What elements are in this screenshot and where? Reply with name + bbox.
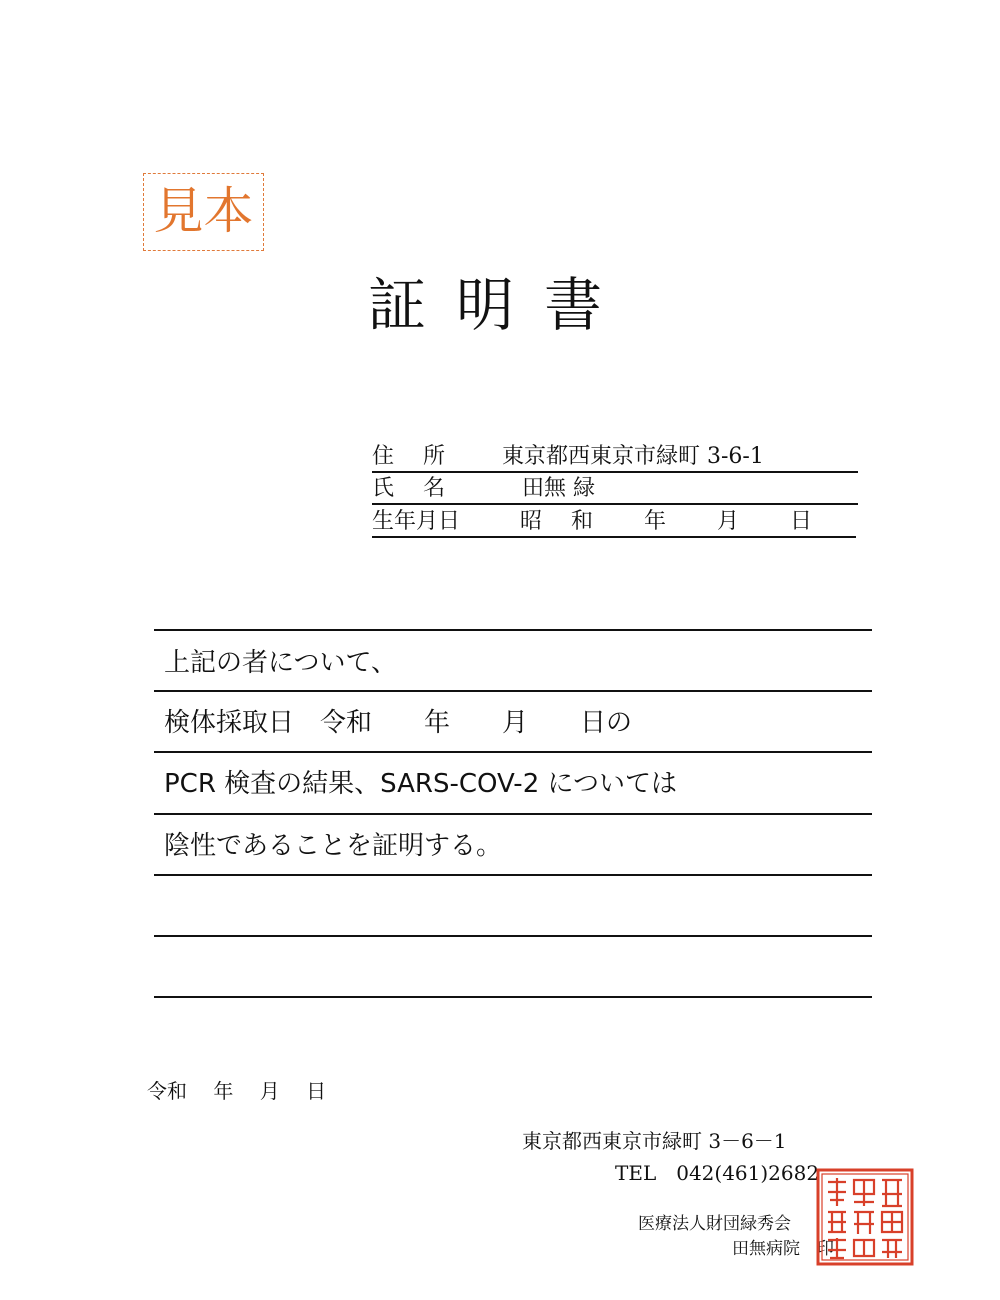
name-underline <box>372 503 858 505</box>
name-value: 田無 緑 <box>522 476 595 501</box>
body-line-4: 陰性であることを証明する。 <box>164 831 503 861</box>
birth-row <box>372 508 858 538</box>
rule-line <box>154 690 872 692</box>
issuer-tel: TEL 042(461)2682 <box>615 1161 820 1185</box>
issue-date: 令和 年 月 日 <box>147 1079 327 1103</box>
issuer-address: 東京都西東京市緑町 3－6－1 <box>522 1129 787 1153</box>
birth-label: 生年月日 <box>372 509 461 534</box>
issuer-corporation: 医療法人財団緑秀会 <box>638 1214 791 1234</box>
birth-value: 昭 和 年 月 日 <box>520 509 812 534</box>
rule-line <box>154 813 872 815</box>
body-line-3: PCR 検査の結果、SARS-COV-2 については <box>164 769 677 799</box>
address-row <box>372 443 858 473</box>
rule-line <box>154 874 872 876</box>
rule-line <box>154 996 872 998</box>
body-line-2: 検体採取日 令和 年 月 日の <box>164 708 633 738</box>
rule-line <box>154 751 872 753</box>
name-row <box>372 475 858 505</box>
rule-line <box>154 629 872 631</box>
hospital-seal-icon <box>816 1168 914 1266</box>
document-title: 証明書 <box>367 271 632 339</box>
body-line-1: 上記の者について、 <box>164 648 397 678</box>
sample-stamp: 見本 <box>143 173 264 251</box>
birth-underline <box>372 536 856 538</box>
address-value: 東京都西東京市緑町 3-6-1 <box>502 444 764 469</box>
address-label: 住 所 <box>372 444 445 469</box>
issuer-hospital: 田無病院 印 <box>732 1239 834 1259</box>
rule-line <box>154 935 872 937</box>
name-label: 氏 名 <box>372 476 445 501</box>
address-underline <box>372 471 858 473</box>
